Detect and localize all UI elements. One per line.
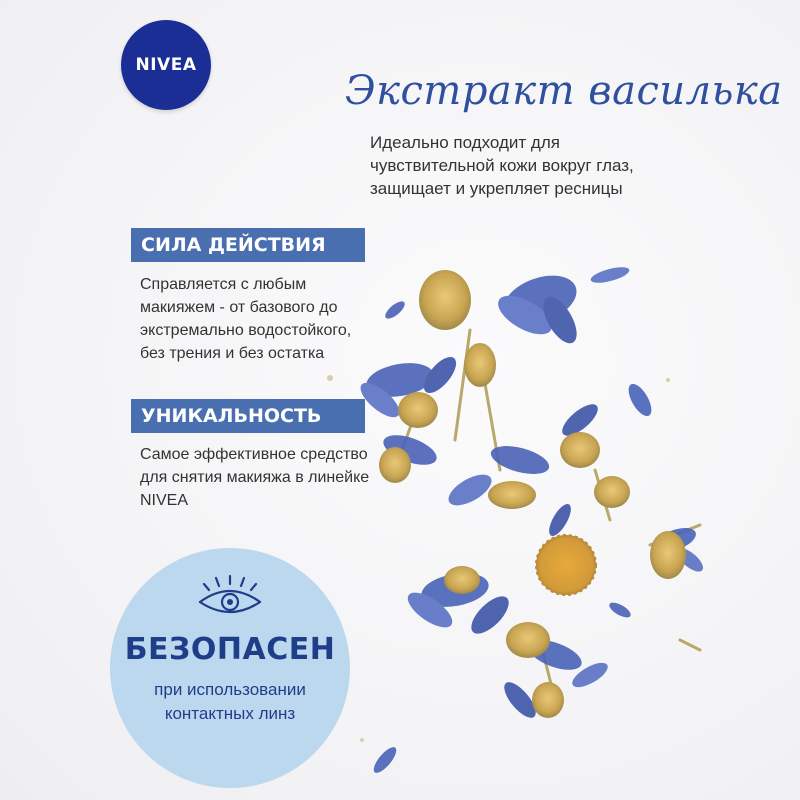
section-text-power: Справляется с любым макияжем - от базового до экстремально водостойкого, без трения и без остатка — [140, 276, 352, 362]
section-label-uniqueness: УНИКАЛЬНОСТЬ — [131, 399, 365, 433]
section-label-power: СИЛА ДЕЙСТВИЯ — [131, 228, 365, 262]
badge-subline-1: при использовании — [154, 680, 306, 699]
badge-subline — [110, 678, 350, 726]
nivea-logo — [121, 20, 211, 110]
eye-icon — [196, 574, 264, 620]
page-title: Экстракт василька — [345, 68, 783, 114]
logo-text: NIVEA — [135, 55, 197, 75]
contact-lens-safe-badge — [110, 548, 350, 788]
badge-subline-2: контактных линз — [164, 704, 296, 723]
section-text-uniqueness: Самое эффективное средство для снятия макияжа в линейке NIVEA — [140, 446, 370, 509]
badge-headline: БЕЗОПАСЕН — [124, 632, 336, 667]
intro-text: Идеально подходит для чувствительной кожи вокруг глаз, защищает и укрепляет ресницы — [370, 133, 634, 198]
